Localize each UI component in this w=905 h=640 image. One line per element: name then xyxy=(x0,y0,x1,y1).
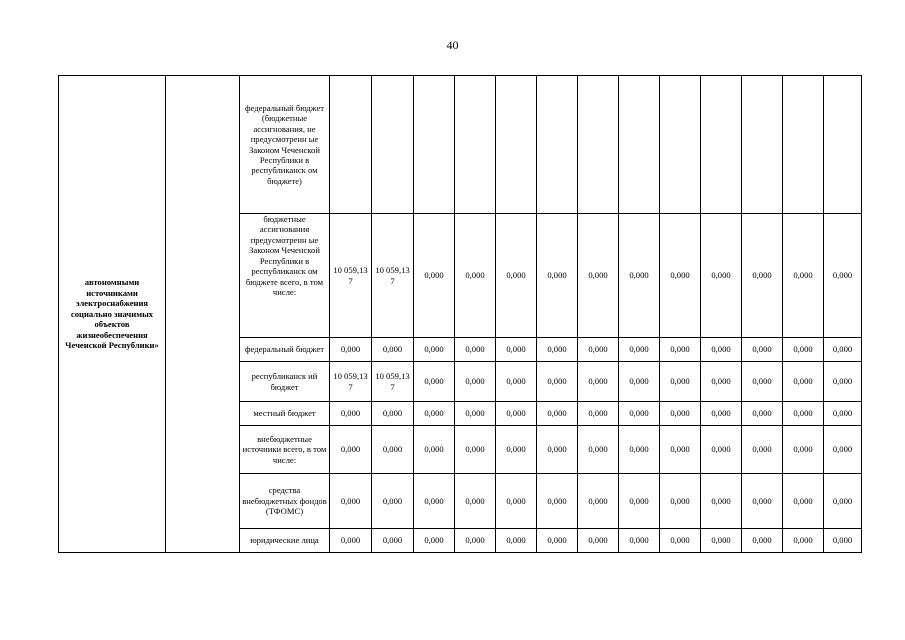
value-cell: 0,000 xyxy=(372,402,414,426)
value-cell: 0,000 xyxy=(824,338,862,362)
value-cell: 0,000 xyxy=(414,338,455,362)
value-cell: 0,000 xyxy=(783,338,824,362)
value-cell: 0,000 xyxy=(660,402,701,426)
value-cell: 0,000 xyxy=(537,426,578,474)
value-cell: 0,000 xyxy=(330,529,372,553)
funding-source: федеральный бюджет (бюджетные ассигнования, не предусмотренн ые Законом Чеченской Республики в республиканск ом бюджете) xyxy=(240,76,330,214)
value-cell xyxy=(783,76,824,214)
value-cell: 0,000 xyxy=(330,474,372,529)
value-cell: 0,000 xyxy=(619,402,660,426)
value-cell: 0,000 xyxy=(414,362,455,402)
value-cell: 0,000 xyxy=(537,402,578,426)
value-cell: 0,000 xyxy=(783,402,824,426)
funding-source: бюджетные ассигнования предусмотренн ые Законом Чеченской Республики в республиканск ом бюджете всего, в том числе: xyxy=(240,214,330,338)
value-cell: 0,000 xyxy=(701,338,742,362)
value-cell: 0,000 xyxy=(455,402,496,426)
value-cell: 0,000 xyxy=(414,214,455,338)
value-cell: 0,000 xyxy=(414,529,455,553)
value-cell: 0,000 xyxy=(578,402,619,426)
funding-table xyxy=(58,75,862,553)
value-cell: 0,000 xyxy=(496,426,537,474)
value-cell: 0,000 xyxy=(455,426,496,474)
value-cell: 0,000 xyxy=(742,529,783,553)
value-cell: 10 059,13 7 xyxy=(330,214,372,338)
value-cell: 0,000 xyxy=(455,338,496,362)
value-cell: 0,000 xyxy=(742,362,783,402)
value-cell: 0,000 xyxy=(537,529,578,553)
value-cell: 0,000 xyxy=(537,214,578,338)
value-cell: 0,000 xyxy=(660,362,701,402)
value-cell: 0,000 xyxy=(330,426,372,474)
value-cell: 0,000 xyxy=(619,426,660,474)
value-cell xyxy=(824,76,862,214)
value-cell: 0,000 xyxy=(783,362,824,402)
value-cell: 0,000 xyxy=(619,214,660,338)
value-cell xyxy=(496,76,537,214)
value-cell: 0,000 xyxy=(824,214,862,338)
value-cell: 10 059,13 7 xyxy=(330,362,372,402)
value-cell: 0,000 xyxy=(455,474,496,529)
value-cell xyxy=(537,76,578,214)
value-cell: 0,000 xyxy=(660,426,701,474)
value-cell: 0,000 xyxy=(701,214,742,338)
value-cell: 0,000 xyxy=(824,362,862,402)
value-cell: 0,000 xyxy=(330,338,372,362)
value-cell: 0,000 xyxy=(496,362,537,402)
value-cell xyxy=(619,76,660,214)
value-cell: 0,000 xyxy=(372,426,414,474)
value-cell: 0,000 xyxy=(742,426,783,474)
value-cell: 0,000 xyxy=(414,474,455,529)
value-cell: 0,000 xyxy=(660,214,701,338)
funding-source: юридические лица xyxy=(240,529,330,553)
value-cell xyxy=(660,76,701,214)
value-cell: 0,000 xyxy=(455,529,496,553)
value-cell: 0,000 xyxy=(824,402,862,426)
value-cell xyxy=(701,76,742,214)
value-cell: 0,000 xyxy=(414,402,455,426)
value-cell: 0,000 xyxy=(578,474,619,529)
table-body xyxy=(59,76,862,553)
value-cell: 0,000 xyxy=(783,426,824,474)
value-cell: 0,000 xyxy=(537,362,578,402)
value-cell: 0,000 xyxy=(455,214,496,338)
value-cell: 0,000 xyxy=(619,474,660,529)
page-number: 40 xyxy=(446,38,459,52)
value-cell: 0,000 xyxy=(742,402,783,426)
value-cell: 0,000 xyxy=(701,426,742,474)
value-cell: 0,000 xyxy=(824,529,862,553)
value-cell: 0,000 xyxy=(496,474,537,529)
value-cell: 0,000 xyxy=(537,338,578,362)
value-cell: 0,000 xyxy=(783,214,824,338)
funding-source: внебюджетные источники всего, в том числе: xyxy=(240,426,330,474)
responsible-executor-cell xyxy=(166,76,240,553)
value-cell: 0,000 xyxy=(330,402,372,426)
value-cell: 0,000 xyxy=(496,402,537,426)
value-cell: 0,000 xyxy=(372,338,414,362)
value-cell: 0,000 xyxy=(701,362,742,402)
value-cell: 0,000 xyxy=(578,426,619,474)
funding-source: местный бюджет xyxy=(240,402,330,426)
funding-source: средства внебюджетных фондов (ТФОМС) xyxy=(240,474,330,529)
activity-name: автономными источниками электроснабжения социально значимых объектов жизнеобеспечения Чеченской Республики» xyxy=(59,76,166,553)
value-cell xyxy=(742,76,783,214)
value-cell: 0,000 xyxy=(578,338,619,362)
value-cell: 0,000 xyxy=(824,426,862,474)
value-cell: 0,000 xyxy=(455,362,496,402)
value-cell: 0,000 xyxy=(660,474,701,529)
value-cell xyxy=(455,76,496,214)
value-cell: 0,000 xyxy=(701,402,742,426)
value-cell xyxy=(578,76,619,214)
value-cell: 10 059,13 7 xyxy=(372,362,414,402)
funding-source: республиканск ий бюджет xyxy=(240,362,330,402)
table-row xyxy=(59,76,862,214)
value-cell: 0,000 xyxy=(496,214,537,338)
value-cell: 10 059,13 7 xyxy=(372,214,414,338)
value-cell: 0,000 xyxy=(742,474,783,529)
value-cell: 0,000 xyxy=(660,529,701,553)
value-cell: 0,000 xyxy=(496,338,537,362)
value-cell: 0,000 xyxy=(701,529,742,553)
value-cell: 0,000 xyxy=(578,529,619,553)
value-cell: 0,000 xyxy=(537,474,578,529)
value-cell: 0,000 xyxy=(660,338,701,362)
value-cell: 0,000 xyxy=(578,362,619,402)
value-cell xyxy=(372,76,414,214)
value-cell: 0,000 xyxy=(414,426,455,474)
value-cell: 0,000 xyxy=(619,362,660,402)
value-cell: 0,000 xyxy=(372,529,414,553)
value-cell xyxy=(414,76,455,214)
value-cell: 0,000 xyxy=(496,529,537,553)
value-cell: 0,000 xyxy=(824,474,862,529)
value-cell: 0,000 xyxy=(578,214,619,338)
value-cell: 0,000 xyxy=(783,529,824,553)
value-cell xyxy=(330,76,372,214)
value-cell: 0,000 xyxy=(742,338,783,362)
value-cell: 0,000 xyxy=(619,338,660,362)
value-cell: 0,000 xyxy=(742,214,783,338)
value-cell: 0,000 xyxy=(783,474,824,529)
value-cell: 0,000 xyxy=(372,474,414,529)
value-cell: 0,000 xyxy=(701,474,742,529)
value-cell: 0,000 xyxy=(619,529,660,553)
funding-source: федеральный бюджет xyxy=(240,338,330,362)
